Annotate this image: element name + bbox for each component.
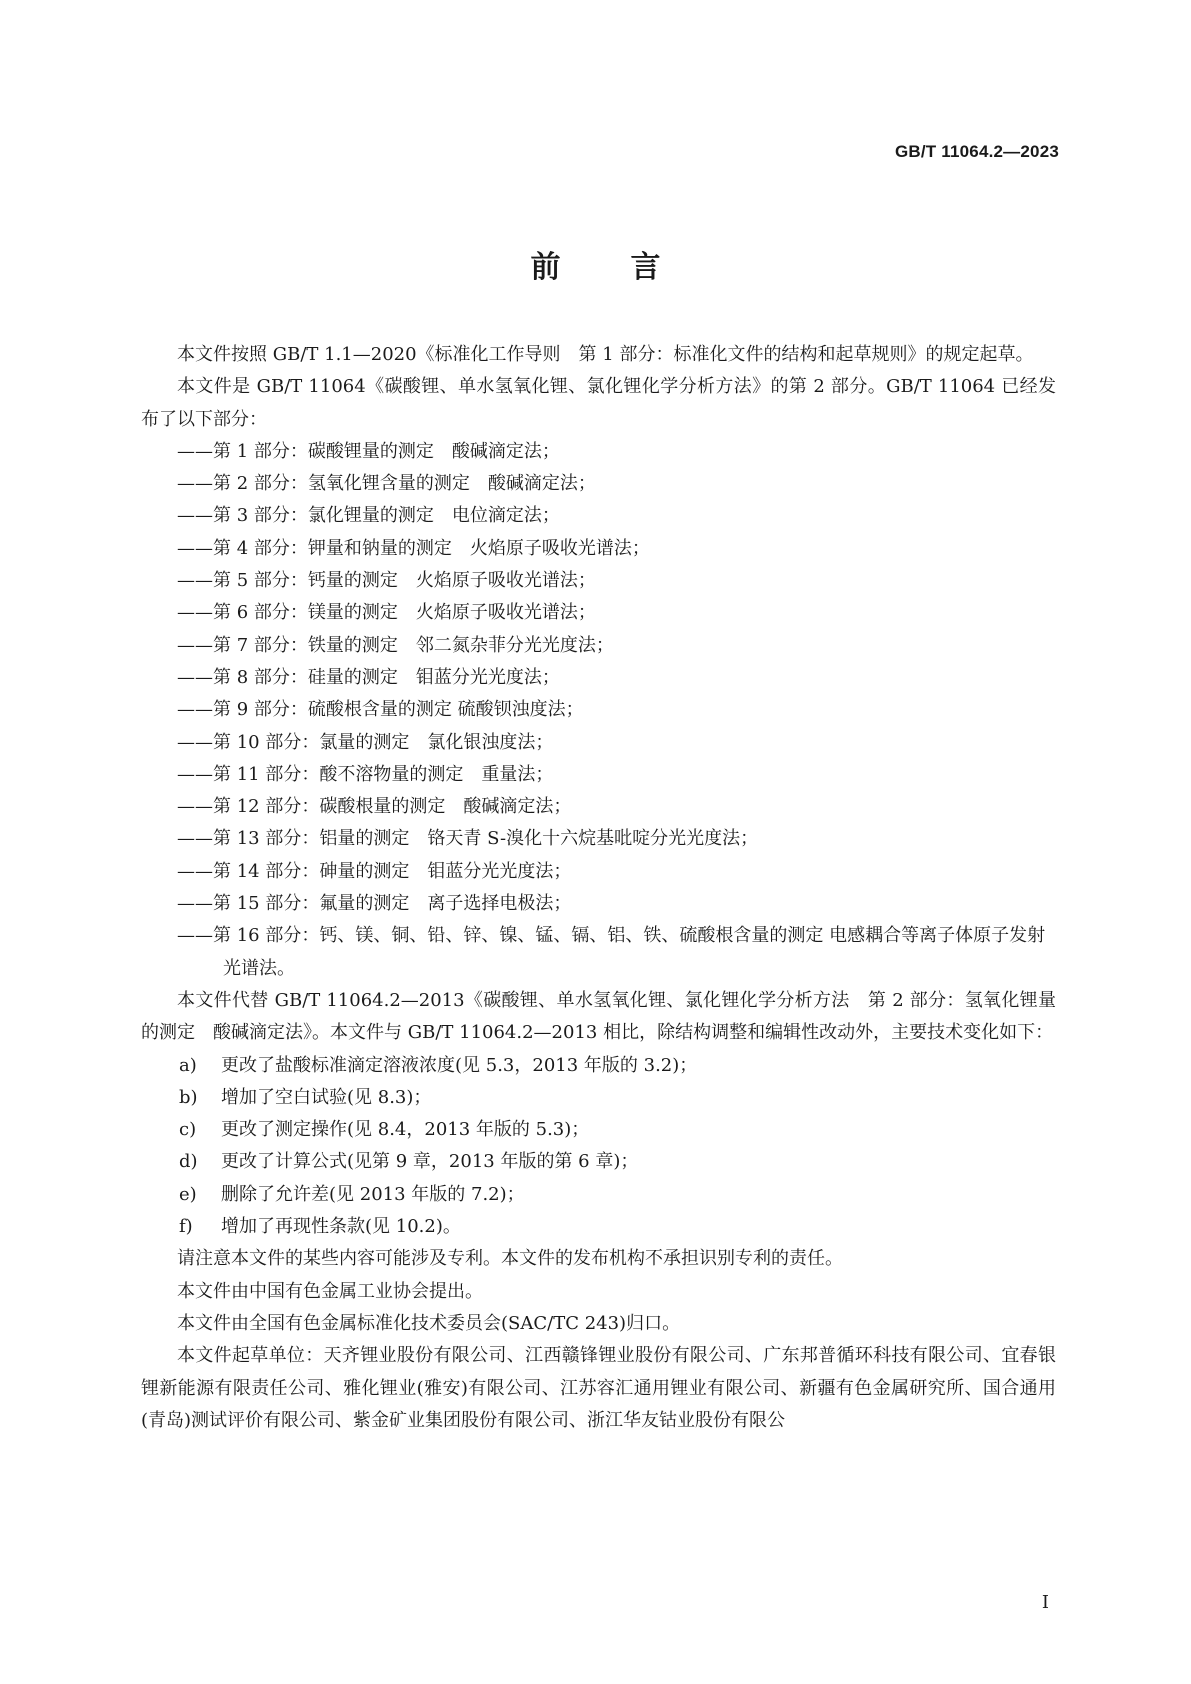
list-item: ——第 11 部分：酸不溶物量的测定 重量法； [177, 763, 554, 785]
title-char-1: 前 [530, 250, 561, 285]
list-item: ——第 8 部分：硅量的测定 钼蓝分光光度法； [177, 666, 560, 688]
paragraph-drafting-units: 本文件起草单位：天齐锂业股份有限公司、江西赣锋锂业股份有限公司、广东邦普循环科技有限公司、宜春银锂新能源有限责任公司、雅化锂业(雅安)有限公司、江苏容汇通用锂业有限公司、新疆有色金属研究所、国合通用(青岛)测试评价有限公司、紫金矿业集团股份有限公司、浙江华友钴业股份有限公 [141, 1345, 1056, 1431]
paragraph-patent-notice: 请注意本文件的某些内容可能涉及专利。本文件的发布机构不承担识别专利的责任。 [177, 1248, 843, 1270]
list-item: ——第 2 部分：氢氧化锂含量的测定 酸碱滴定法； [177, 473, 596, 495]
item-text: 更改了盐酸标准滴定溶液浓度(见 5.3，2013 年版的 3.2)； [221, 1054, 698, 1076]
item-marker: f) [179, 1216, 193, 1238]
item-text: 更改了测定操作(见 8.4，2013 年版的 5.3)； [221, 1119, 590, 1141]
paragraph-series-info: 本文件是 GB/T 11064《碳酸锂、单水氢氧化锂、氯化锂化学分析方法》的第 2 部分。GB/T 11064 已经发布了以下部分： [141, 376, 1056, 430]
list-item: ——第 14 部分：砷量的测定 钼蓝分光光度法； [177, 860, 572, 882]
change-item [141, 1211, 1056, 1243]
standard-code: GB/T 11064.2—2023 [894, 142, 1059, 161]
item-marker: b) [179, 1086, 198, 1108]
changes-list [141, 1050, 1056, 1244]
item-text: 增加了再现性条款(见 10.2)。 [221, 1216, 461, 1238]
list-item: ——第 3 部分：氯化锂量的测定 电位滴定法； [177, 505, 560, 527]
change-item [141, 1050, 1056, 1082]
paragraph-replacement: 本文件代替 GB/T 11064.2—2013《碳酸锂、单水氢氧化锂、氯化锂化学分析方法 第 2 部分：氢氧化锂量的测定 酸碱滴定法》。本文件与 GB/T 11064.2—2013 相比，除结构调整和编辑性改动外，主要技术变化如下： [141, 989, 1056, 1044]
list-item: ——第 1 部分：碳酸锂量的测定 酸碱滴定法； [177, 440, 560, 462]
foreword-body [141, 339, 1056, 1437]
list-item: ——第 16 部分：钙、镁、铜、铅、锌、镍、锰、镉、铝、铁、硫酸根含量的测定 电感耦合等离子体原子发射光谱法。 [177, 925, 1046, 979]
list-item: ——第 4 部分：钾量和钠量的测定 火焰原子吸收光谱法； [177, 537, 650, 559]
change-item [141, 1114, 1056, 1146]
item-text: 更改了计算公式(见第 9 章，2013 年版的第 6 章)； [221, 1151, 639, 1173]
title-char-2: 言 [630, 250, 661, 285]
paragraph-committee: 本文件由全国有色金属标准化技术委员会(SAC/TC 243)归口。 [177, 1312, 681, 1334]
paragraph-proposer: 本文件由中国有色金属工业协会提出。 [177, 1280, 483, 1302]
change-item [141, 1082, 1056, 1114]
page-number: I [1041, 1592, 1049, 1613]
list-item: ——第 5 部分：钙量的测定 火焰原子吸收光谱法； [177, 570, 596, 592]
list-item: ——第 15 部分：氟量的测定 离子选择电极法； [177, 893, 572, 915]
parts-list [141, 436, 1056, 985]
change-item [141, 1179, 1056, 1211]
list-item: ——第 7 部分：铁量的测定 邻二氮杂菲分光光度法； [177, 634, 614, 656]
item-marker: a) [179, 1054, 197, 1076]
item-marker: d) [179, 1151, 198, 1173]
item-text: 增加了空白试验(见 8.3)； [221, 1086, 432, 1108]
paragraph-drafting-rule: 本文件按照 GB/T 1.1—2020《标准化工作导则 第 1 部分：标准化文件的结构和起草规则》的规定起草。 [177, 344, 1034, 365]
page-title [0, 242, 1191, 286]
list-item: ——第 10 部分：氯量的测定 氯化银浊度法； [177, 731, 554, 753]
list-item: ——第 13 部分：铝量的测定 铬天青 S-溴化十六烷基吡啶分光光度法； [177, 828, 759, 850]
item-text: 删除了允许差(见 2013 年版的 7.2)； [221, 1183, 525, 1205]
list-item: ——第 9 部分：硫酸根含量的测定 硫酸钡浊度法； [177, 699, 584, 721]
list-item: ——第 12 部分：碳酸根量的测定 酸碱滴定法； [177, 796, 572, 818]
list-item: ——第 6 部分：镁量的测定 火焰原子吸收光谱法； [177, 602, 596, 624]
item-marker: e) [179, 1183, 197, 1205]
change-item [141, 1146, 1056, 1178]
item-marker: c) [179, 1119, 197, 1141]
